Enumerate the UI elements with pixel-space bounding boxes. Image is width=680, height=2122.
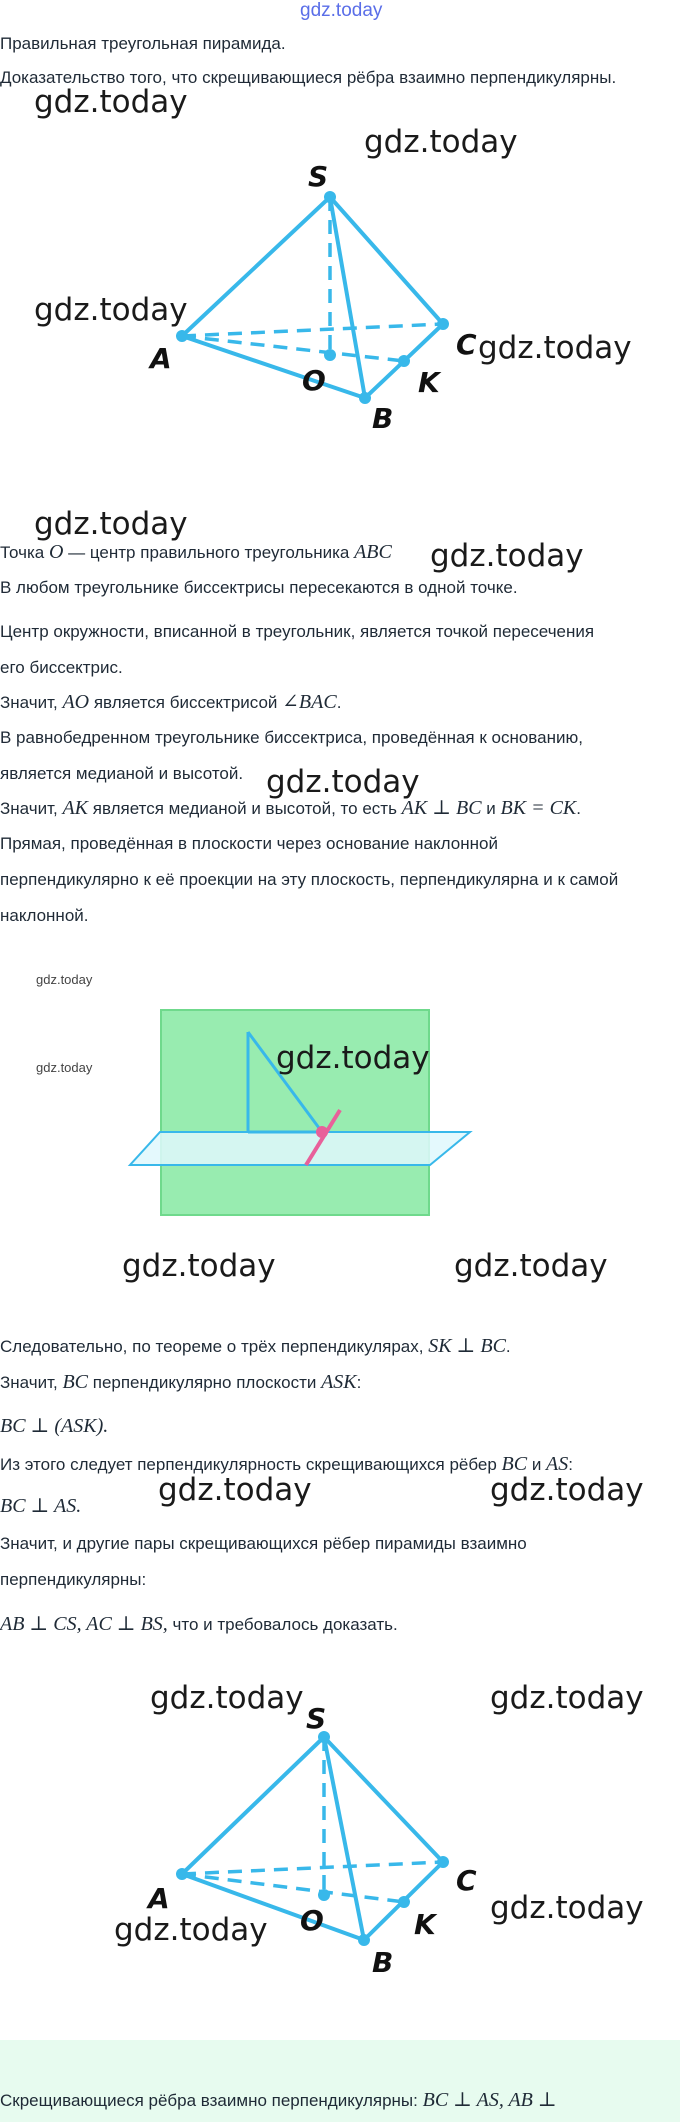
proof2-line-6: Значит, и другие пары скрещивающихся рёбер пирамиды взаимно: [0, 1534, 527, 1553]
watermark: gdz.today: [158, 1472, 312, 1508]
watermark: gdz.today: [122, 1248, 276, 1284]
watermark: gdz.today: [266, 764, 420, 800]
edge-sb: [330, 197, 365, 398]
proof-line-1: Точка O — центр правильного треугольника ABC: [0, 541, 392, 563]
pyramid-figure-2: [0, 1680, 680, 2000]
proof2-line-3: BC ⊥ (ASK).: [0, 1415, 109, 1437]
edge-ab: [182, 336, 365, 398]
title: Правильная треугольная пирамида.: [0, 34, 286, 53]
watermark: gdz.today: [114, 1912, 268, 1948]
foot-point: [316, 1126, 328, 1138]
watermark: gdz.today: [276, 1040, 430, 1076]
watermark: gdz.today: [490, 1472, 644, 1508]
proof-line-2: В любом треугольнике биссектрисы пересекаются в одной точке.: [0, 578, 518, 597]
watermark: gdz.today: [430, 538, 584, 574]
edge-sa: [182, 197, 330, 336]
watermark: gdz.today: [490, 1890, 644, 1926]
answer-text: Скрещивающиеся рёбра взаимно перпендикулярны: BC ⊥ AS, AB ⊥: [0, 2089, 557, 2111]
label-a-2: A: [148, 1882, 170, 1915]
label-a: A: [150, 342, 172, 375]
label-s-2: S: [306, 1702, 327, 1735]
proof-line-4: его биссектрис.: [0, 658, 123, 677]
watermark: gdz.today: [454, 1248, 608, 1284]
proof2-line-2: Значит, BC перпендикулярно плоскости ASK:: [0, 1371, 362, 1393]
proof-line-8: Значит, AK является медианой и высотой, то есть AK ⊥ BC и BK = CK.: [0, 797, 581, 819]
watermark-small: gdz.today: [36, 972, 93, 987]
site-logo[interactable]: gdz.today: [300, 0, 383, 21]
proof-line-9: Прямая, проведённая в плоскости через основание наклонной: [0, 834, 498, 853]
point-a: [176, 330, 188, 342]
point-o: [324, 349, 336, 361]
label-b-2: B: [372, 1946, 394, 1979]
proof-line-3: Центр окружности, вписанной в треугольник, является точкой пересечения: [0, 622, 595, 641]
proof-line-7: является медианой и высотой.: [0, 764, 244, 783]
watermark: gdz.today: [34, 84, 188, 120]
proof2-line-7: перпендикулярны:: [0, 1570, 147, 1589]
watermark: gdz.today: [478, 330, 632, 366]
watermark: gdz.today: [34, 292, 188, 328]
subtitle: Доказательство того, что скрещивающиеся рёбра взаимно перпендикулярны.: [0, 68, 617, 87]
label-k: K: [418, 366, 440, 399]
label-b: B: [372, 402, 394, 435]
proof2-line-1: Следовательно, по теореме о трёх перпендикулярах, SK ⊥ BC.: [0, 1335, 511, 1357]
label-o: O: [302, 364, 326, 397]
horizontal-plane: [130, 1132, 470, 1165]
label-c: C: [456, 328, 477, 361]
edge-ac-hidden: [182, 324, 443, 336]
proof2-line-4: Из этого следует перпендикулярность скрещивающихся рёбер BC и AS:: [0, 1453, 573, 1475]
label-s: S: [308, 160, 329, 193]
watermark: gdz.today: [490, 1680, 644, 1716]
label-k-2: K: [414, 1908, 436, 1941]
label-o-2: O: [300, 1904, 324, 1937]
point-c: [437, 318, 449, 330]
proof-line-5: Значит, AO является биссектрисой ∠BAC.: [0, 691, 342, 713]
proof2-line-8: AB ⊥ CS, AC ⊥ BS, что и требовалось доказать.: [0, 1613, 398, 1635]
point-b: [359, 392, 371, 404]
proof-line-6: В равнобедренном треугольнике биссектриса, проведённая к основанию,: [0, 728, 583, 747]
watermark-small: gdz.today: [36, 1060, 93, 1075]
label-c-2: C: [456, 1864, 477, 1897]
watermark: gdz.today: [364, 124, 518, 160]
proof-line-11: наклонной.: [0, 906, 89, 925]
point-k: [398, 355, 410, 367]
watermark: gdz.today: [150, 1680, 304, 1716]
proof-line-10: перпендикулярно к её проекции на эту плоскость, перпендикулярна и к самой: [0, 870, 619, 889]
watermark: gdz.today: [34, 506, 188, 542]
proof2-line-5: BC ⊥ AS.: [0, 1495, 82, 1517]
perpendicular-planes-figure: [0, 990, 680, 1220]
pyramid-figure-1: [0, 100, 680, 440]
